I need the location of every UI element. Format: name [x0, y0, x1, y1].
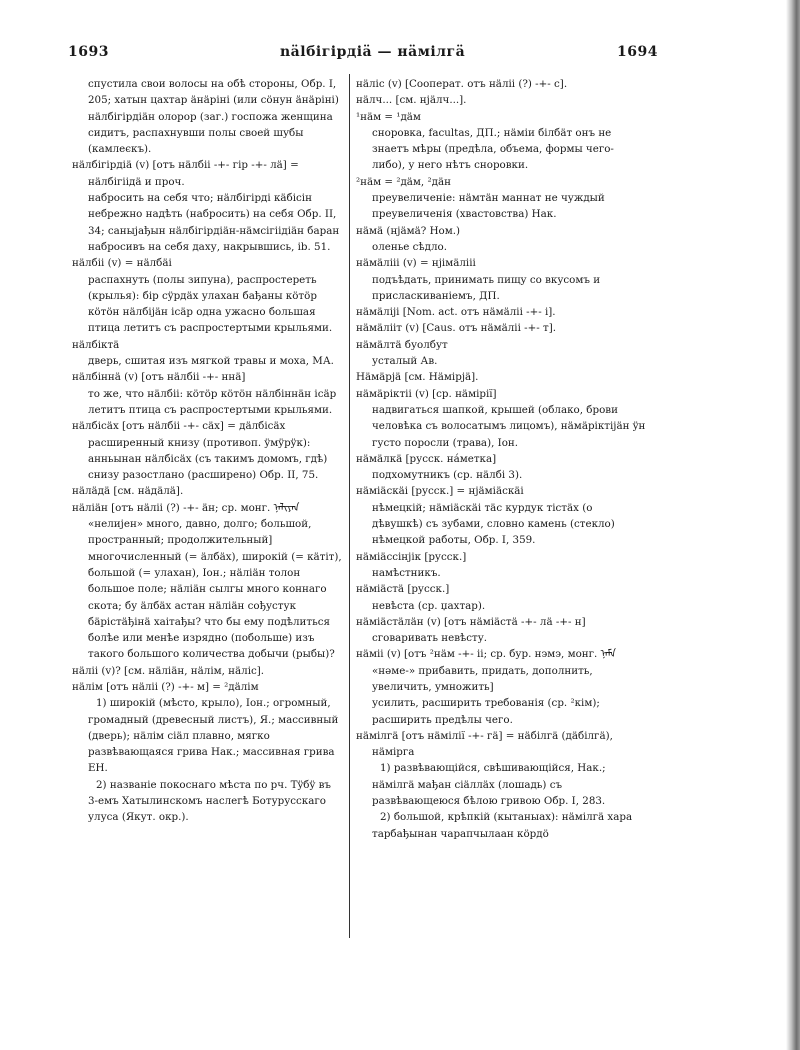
right-headword-entry: нäміäстä [русск.]	[356, 583, 450, 596]
right-headword-entry: нäміäссінјік [русск.]	[356, 550, 467, 563]
left-headword-entry: нäліі (v)? [см. нäліäн, нäлім, нäліс].	[72, 664, 265, 677]
right-headword-entry: нäмілгä [отъ нäмілії -+- гä] = нäбілгä (дäбілгä), нäмірга	[356, 729, 613, 759]
right-entry-text: 1) развѣвающійся, свѣшивающійся, Нак.; нäмілгä мађан сіäллäх (лошадь) съ развѣвающеюся бѣлою гривою Обр. I, 283.	[372, 762, 606, 808]
left-headword-entry: нäлім [отъ нäліі (?) -+- м] = ²дäлім	[72, 680, 259, 693]
page-header	[68, 44, 658, 66]
right-headword-entry: нäліс (v) [Сооперат. отъ нäліі (?) -+- с].	[356, 78, 568, 90]
right-headword-entry: ¹нäм = ¹дäм	[356, 110, 421, 123]
right-entry-text: сговаривать невѣсту.	[372, 632, 488, 645]
left-headword-entry: нäлбіннä (v) [отъ нäлбіі -+- ннä]	[72, 371, 246, 384]
left-entry-text: 1) широкій (мѣсто, крыло), Іон.; огромный, громадный (древесный листъ), Я.; массивный (дверь); нäлім сіäл плавно, мягко развѣвающаяся грива Нак.; массивная грива ЕН.	[88, 697, 339, 775]
right-entry-text: 2) большой, крѣпкій (кытаныах): нäмілгä хара тарбађынан чарапчылаан кöрдö	[372, 811, 633, 840]
page-number-left: 1693	[68, 44, 109, 60]
running-title: nälбігірдіä — нäмілгä	[280, 44, 466, 60]
left-headword-entry: нäлäдä [см. нäдäлä].	[72, 485, 184, 498]
right-entry-text: намѣстникъ.	[372, 566, 441, 579]
right-headword-entry: нäмäлііт (v) [Caus. отъ нäмäліі -+- т].	[356, 322, 556, 335]
scan-edge-shadow	[786, 0, 800, 1050]
right-entry-text: преувеличеніе: нäмтäн маннат не чуждый преувеличенія (хвастовства) Нак.	[372, 192, 605, 221]
right-entry-text: подхомутникъ (ср. нäлбі 3).	[372, 469, 523, 482]
right-headword-entry: нäміäскäі [русск.] = нјäміäскäі	[356, 485, 524, 498]
right-entry-text: оленье сѣдло.	[372, 240, 447, 253]
left-entry-text: расширенный книзу (противоп. ÿмÿрÿк): анньынан нäлбісäх (съ такимъ домомъ, гдѣ) снизу разостлано (расширено) Обр. II, 75.	[88, 436, 328, 482]
right-headword-entry: нäмäліјі [Nom. act. отъ нäмäліі -+- і].	[356, 306, 556, 319]
right-headword-entry: нäмäлііі (v) = нјімäлііі	[356, 257, 476, 270]
right-entry-text: подъѣдать, принимать пищу со вкусомъ и присласкиваніемъ, ДП.	[372, 273, 601, 302]
right-headword-entry: ²нäм = ²дäм, ²дäн	[356, 175, 451, 188]
left-headword-entry: нäліäн [отъ нäліі (?) -+- äн; ср. монг. ᠨᠡᠯᠢᠶᠡᠨ «нелијен» много, давно, долго; большой, пространный; продолжительный]	[72, 501, 312, 547]
left-headword-entry: нäлбісäх [отъ нäлбіі -+- сäх] = дäлбісäх	[72, 420, 286, 433]
right-entry-text: сноровка, facultas, ДП.; нäміи білбäт онъ не знаетъ мѣры (предѣла, объема, формы чего-либо), у него нѣтъ сноровки.	[372, 126, 614, 172]
right-headword-entry: нäмäлкä [русск. нáметка]	[356, 452, 497, 465]
right-headword-entry: нäмäріктіі (v) [ср. нäмірії]	[356, 387, 497, 400]
left-headword-entry: нäлбіі (v) = нäлбäі	[72, 257, 172, 270]
right-headword-entry: Нäмäрјä [см. Нäмірјä].	[356, 371, 479, 384]
right-entry-text: нѣмецкій; нäміäскäі тäс курдук тістäх (о дѣвушкѣ) съ зубами, словно камень (стекло) нѣмецкой работы, Обр. I, 359.	[372, 501, 615, 547]
right-headword-entry: нäмä (нјäмä? Ном.)	[356, 224, 461, 237]
right-column	[356, 76, 646, 842]
left-entry-text: дверь, сшитая изъ мягкой травы и моха, МА.	[88, 355, 334, 368]
left-column	[72, 76, 344, 826]
right-entry-text: усилить, расширить требованія (ср. ²кім); расширить предѣлы чего.	[372, 697, 600, 726]
right-headword-entry: нäміäстäлäн (v) [отъ нäміäстä -+- лä -+- н]	[356, 615, 586, 628]
left-entry-text: распахнуть (полы зипуна), распростереть (крылья): бір сÿрдäх улахан бађаны кöтöр кöтöн нäлбіјäн ісäр одна ужасно большая птица летитъ съ распростертыми крыльями.	[88, 273, 333, 335]
right-headword-entry: нäлч... [см. нјäлч...].	[356, 94, 467, 107]
left-entry-text: набросить на себя что; нäлбігірді кäбісін небрежно надѣть (набросить) на себя Обр. II, 34; саныјађын нäлбігірдіäн-нäмсігіідiäн баран набросивъ на себя даху, накрывшись, ib. 51.	[88, 192, 340, 253]
right-headword-entry: нäмäлтä буолбут	[356, 338, 448, 351]
column-divider	[349, 74, 350, 938]
right-headword-entry: нäміі (v) [отъ ²нäм -+- іі; ср. бур. нэмэ, монг. ᠨᠡᠮᠡ «нәме-» прибавить, придать, дополнить, увеличить, умножить]	[356, 648, 616, 693]
right-entry-text: невѣста (ср. џахтар).	[372, 599, 486, 612]
right-entry-text: надвигаться шапкой, крышей (облако, брови человѣка съ волосатымъ лицомъ), нäмäріктіјäн ÿн густо поросли (трава), Іон.	[372, 403, 646, 449]
page-number-right: 1694	[617, 44, 658, 60]
right-entry-text: усталый Ав.	[372, 355, 438, 368]
left-headword-entry: нäлбіктä	[72, 338, 120, 351]
left-entry-text: 2) названіе покоснаго мѣста по рч. Тÿбÿ въ 3-емъ Хатылинскомъ наслегѣ Ботурусскаго улуса (Якут. окр.).	[88, 778, 331, 824]
left-entry-text: многочисленный (= äлбäх), широкій (= кäтіт), большой (= улахан), Іон.; нäліäн толон большое поле; нäліäн сылгы много коннаго скота; бу äлбäх астан нäліäн сођустук бäрістäђінä хаітађы? что бы ему подѣлиться болѣе или менѣе изрядно (побольше) изъ такого большого количества добычи (рыбы)?	[88, 550, 342, 661]
left-headword-entry: нäлбігірдіä (v) [отъ нäлбіі -+- гір -+- лä] = нäлбігіідä и проч.	[72, 159, 299, 188]
left-entry-text: то же, что нäлбіі: кöтöр кöтöн нäлбіннäн ісäр летитъ птица съ распростертыми крыльями.	[88, 387, 337, 416]
left-entry-text: спустила свои волосы на обѣ стороны, Обр. I, 205; хатын цахтар äнäріні (или сöнун äнäріні) нäлбігірдіäн олорор (заг.) госпожа женщина сидитъ, распахнувши полы своей шубы (камлеєкъ).	[88, 78, 339, 156]
